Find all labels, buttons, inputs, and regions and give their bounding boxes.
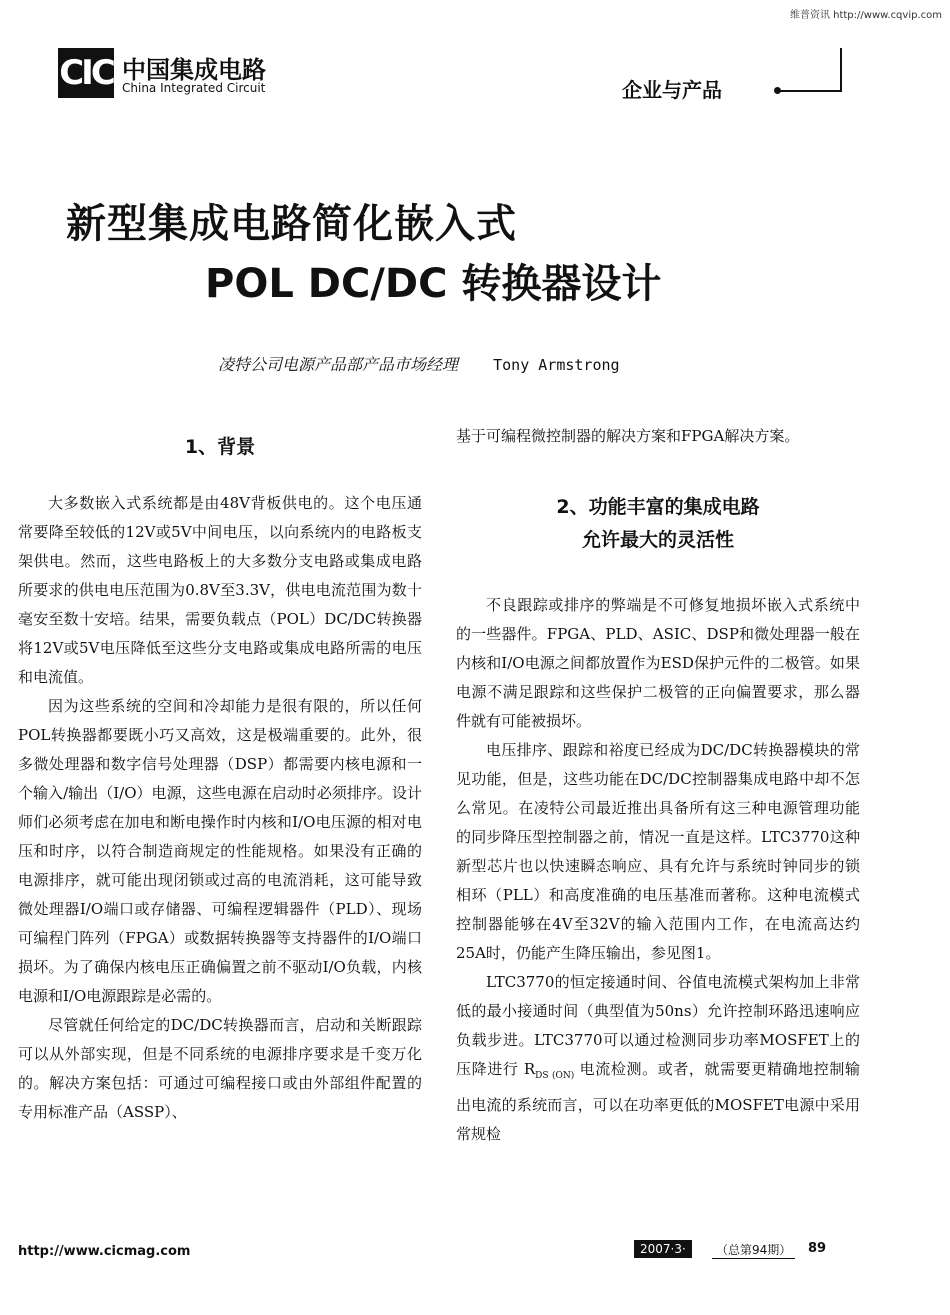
paragraph-text: LTC3770的恒定接通时间、谷值电流模式架构加上非常低的最小接通时间（典型值为50ns）允许控制环路迅速响应负载步进。LTC3770可以通过检测同步功率MOSFET上的压降进行 xyxy=(456,973,860,1078)
paragraph xyxy=(456,968,860,1149)
page-number: 89 xyxy=(808,1241,827,1256)
section-heading-background: 1、背景 xyxy=(184,436,256,458)
footer-url: http://www.cicmag.com xyxy=(18,1244,191,1259)
section-heading-features xyxy=(456,491,860,557)
section-rule-vertical xyxy=(840,48,842,92)
footer-total-issue: （总第94期） xyxy=(712,1241,795,1259)
paragraph: 电压排序、跟踪和裕度已经成为DC/DC转换器模块的常见功能，但是，这些功能在DC/DC控制器集成电路中却不怎么常见。在凌特公司最近推出具备所有这三种电源管理功能的同步降压型控制器之前，情况一直是这样。LTC3770这种新型芯片也以快速瞬态响应、具有允许与系统时钟同步的锁相环（PLL）和高度准确的电压基准而著称。这种电流模式控制器能够在4V至32V的输入范围内工作，在电流高达约25A时，仍能产生降压输出，参见图1。 xyxy=(456,741,860,962)
paragraph-text: 电流检测。或者，就需要更精确地控制输出电流的系统而言，可以在功率更低的MOSFET电源中采用常规检 xyxy=(456,1060,860,1143)
paragraph: 尽管就任何给定的DC/DC转换器而言，启动和关断跟踪可以从外部实现，但是不同系统的电源排序要求是千变万化的。解决方案包括：可通过可编程接口或由外部组件配置的专用标准产品（ASSP）、 xyxy=(18,1016,422,1121)
section-label: 企业与产品 xyxy=(622,78,722,102)
section-rule xyxy=(780,90,840,92)
logo-english-name: China Integrated Circuit xyxy=(122,81,266,95)
paragraph: 因为这些系统的空间和冷却能力是很有限的，所以任何POL转换器都要既小巧又高效，这是极端重要的。此外，很多微处理器和数字信号处理器（DSP）都需要内核电源和一个输入/输出（I/O）电源，这些电源在启动时必须排序。设计师们必须考虑在加电和断电操作时内核和I/O电压源的相对电压和时序，以符合制造商规定的性能规格。如果没有正确的电源排序，就可能出现闭锁或过高的电流消耗，这可能导致微处理器I/O端口或存储器、可编程逻辑器件（PLD）、现场可编程门阵列（FPGA）或数据转换器等支持器件的I/O端口损坏。为了确保内核电压正确偏置之前不驱动I/O负载，内核电源和I/O电源跟踪是必需的。 xyxy=(18,697,422,1005)
rds-subscript: DS (ON) xyxy=(535,1071,575,1081)
author-name: Tony Armstrong xyxy=(493,356,620,374)
heading-line: 2、功能丰富的集成电路 xyxy=(556,496,760,518)
paragraph: 不良跟踪或排序的弊端是不可修复地损坏嵌入式系统中的一些器件。FPGA、PLD、ASIC、DSP和微处理器一般在内核和I/O电源之间都放置作为ESD保护元件的二极管。如果电源不满足跟踪和这些保护二极管的正向偏置要求，那么器件就有可能被损坏。 xyxy=(456,596,860,730)
left-column xyxy=(18,422,422,1127)
logo-mark: CIC xyxy=(58,48,114,98)
article-title-line2: POL DC/DC 转换器设计 xyxy=(205,261,662,307)
author-line xyxy=(218,352,620,375)
paragraph: 大多数嵌入式系统都是由48V背板供电的。这个电压通常要降至较低的12V或5V中间电压，以向系统内的电路板支架供电。然而，这些电路板上的大多数分支电路或集成电路所要求的供电电压范围为0.8V至3.3V，供电电流范围为数十毫安至数十安培。结果，需要负载点（POL）DC/DC转换器将12V或5V电压降低至这些分支电路或集成电路所需的电压和电流值。 xyxy=(18,494,422,686)
author-affiliation: 凌特公司电源产品部产品市场经理 xyxy=(218,355,459,374)
paragraph-continuation: 基于可编程微控制器的解决方案和FPGA解决方案。 xyxy=(456,427,800,445)
logo-chinese-name: 中国集成电路 xyxy=(122,56,266,84)
rds-symbol: R xyxy=(523,1060,536,1078)
article-title-line1: 新型集成电路简化嵌入式 xyxy=(66,201,517,247)
right-column xyxy=(456,422,860,1149)
footer-issue: 2007·3· xyxy=(634,1240,692,1258)
heading-line: 允许最大的灵活性 xyxy=(581,529,734,551)
watermark: 维普资讯 http://www.cqvip.com xyxy=(789,10,942,21)
